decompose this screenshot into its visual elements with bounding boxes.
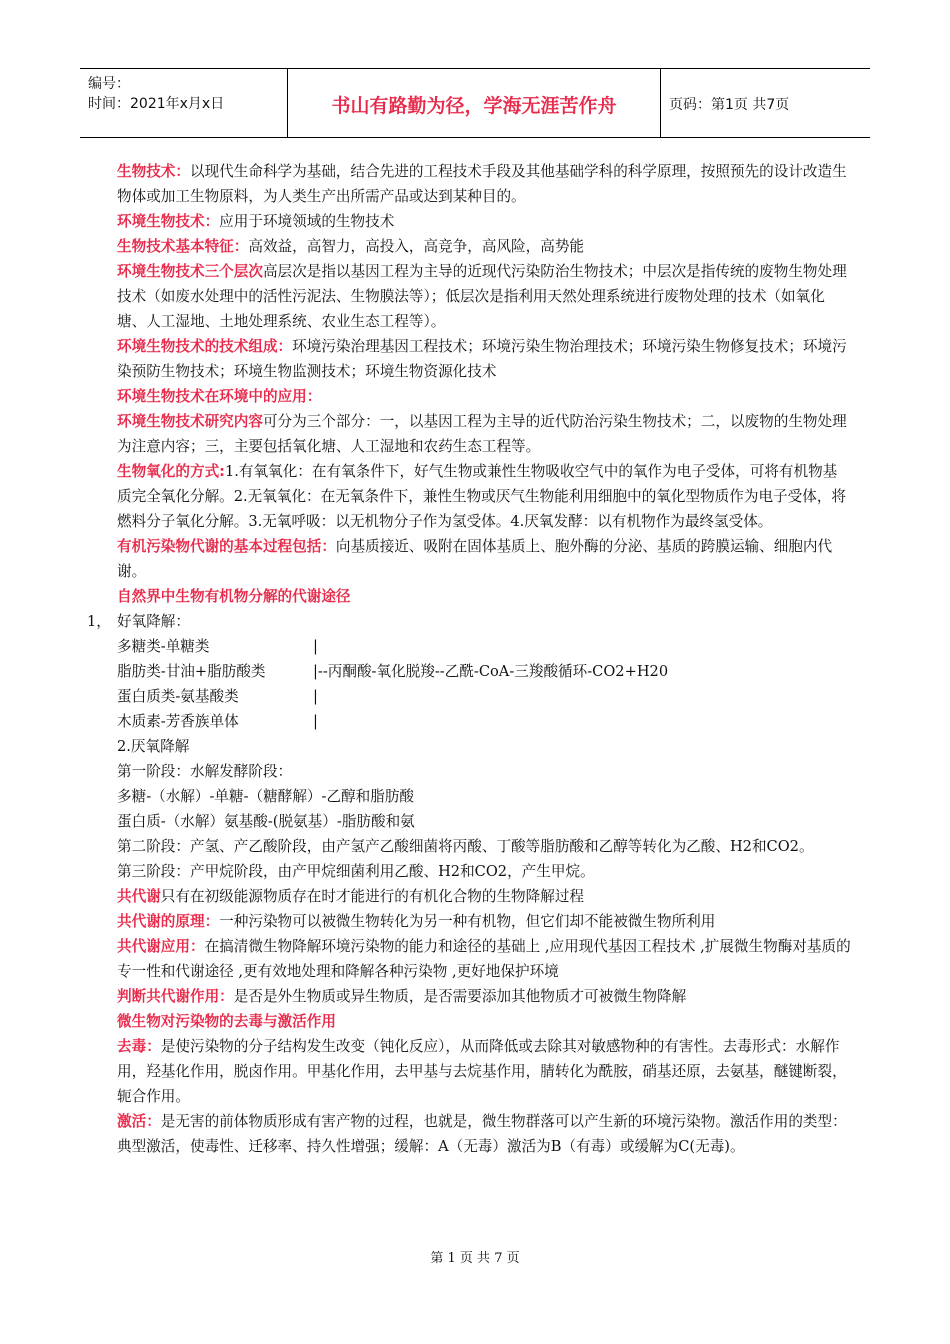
term-definition: 是无害的前体物质形成有害产物的过程，也就是，微生物群落可以产生新的环境污染物。激活作用的类型：典型激活，使毒性、迁移率、持久性增强；缓解：A（无毒）激活为B（有毒）或缓解为C(无毒)。: [117, 1113, 847, 1155]
paragraph: [117, 1109, 851, 1159]
paragraph: [117, 534, 851, 584]
header-table: [80, 68, 870, 138]
aerobic-section: [87, 609, 851, 734]
term-definition: 环境污染治理基因工程技术；环境污染生物治理技术；环境污染生物修复技术；环境污染预防生物技术；环境生物监测技术；环境生物资源化技术: [117, 338, 847, 380]
term-label: 去毒：: [117, 1038, 161, 1055]
pathway-substrate: 多糖类-单糖类: [117, 638, 210, 655]
paragraph: [117, 584, 851, 609]
pathway-substrate: 木质素-芳香族单体: [117, 713, 239, 730]
paragraph: [117, 909, 851, 934]
paragraph: [117, 1009, 851, 1034]
term-label: 环境生物技术研究内容: [117, 413, 263, 430]
term-label: 生物技术：: [117, 163, 190, 180]
term-label: 激活：: [117, 1113, 161, 1130]
term-definition: 向基质接近、吸附在固体基质上、胞外酶的分泌、基质的跨膜运输、细胞内代谢。: [117, 538, 833, 580]
term-label: 自然界中生物有机物分解的代谢途径: [117, 588, 351, 605]
paragraph: [117, 934, 851, 984]
list-number: 1，: [87, 613, 111, 630]
page-info: 页码：第1页 共7页: [669, 97, 790, 113]
pathway-substrate: 蛋白质类-氨基酸类: [117, 688, 239, 705]
term-label: 共代谢应用：: [117, 938, 205, 955]
pathway-row: [117, 659, 851, 684]
pathway-row: [117, 709, 851, 734]
paragraph: [117, 209, 851, 234]
term-definition: 以现代生命科学为基础，结合先进的工程技术手段及其他基础学科的科学原理，按照预先的设计改造生物体或加工生物原料，为人类生产出所需产品或达到某种目的。: [117, 163, 847, 205]
pathway-row: [117, 684, 851, 709]
paragraph: [117, 159, 851, 209]
term-definition: 一种污染物可以被微生物转化为另一种有机物，但它们却不能被微生物所利用: [219, 913, 716, 930]
pathway-product: |: [313, 713, 318, 730]
term-label: 环境生物技术的技术组成：: [117, 338, 293, 355]
anaerobic-line: 第三阶段：产甲烷阶段，由产甲烷细菌利用乙酸、H2和CO2，产生甲烷。: [117, 863, 595, 880]
term-label: 共代谢的原理：: [117, 913, 220, 930]
header-meta-cell: [80, 69, 288, 137]
term-label: 有机污染物代谢的基本过程包括：: [117, 538, 336, 555]
paragraph: [117, 1034, 851, 1109]
term-label: 生物氧化的方式:: [117, 463, 225, 480]
paragraph: [117, 984, 851, 1009]
term-label: 生物技术基本特征：: [117, 238, 249, 255]
header-motto-cell: [288, 69, 661, 137]
paragraph: [117, 459, 851, 534]
pathway-product: |: [313, 638, 318, 655]
term-definition: 高层次是指以基因工程为主导的近现代污染防治生物技术；中层次是指传统的废物生物处理技术（如废水处理中的活性污泥法、生物膜法等）；低层次是指利用天然处理系统进行废物处理的技术（如氧化塘、人工湿地、土地处理系统、农业生态工程等）。: [117, 263, 847, 330]
term-label: 环境生物技术三个层次: [117, 263, 263, 280]
anaerobic-line: 2.厌氧降解: [117, 738, 190, 755]
term-definition: 只有在初级能源物质存在时才能进行的有机化合物的生物降解过程: [160, 888, 585, 905]
anaerobic-line: 第二阶段：产氢、产乙酸阶段，由产氢产乙酸细菌将丙酸、丁酸等脂肪酸和乙醇等转化为乙酸、H2和CO2。: [117, 838, 814, 855]
document-body: [87, 159, 851, 1159]
term-label: 共代谢: [117, 888, 161, 905]
paragraph: [117, 259, 851, 334]
document-time: 时间：2021年x月x日: [88, 96, 225, 112]
paragraph: [117, 884, 851, 909]
term-definition: 是否是外生物质或异生物质，是否需要添加其他物质才可被微生物降解: [233, 988, 687, 1005]
term-definition: 高效益，高智力，高投入，高竞争，高风险，高势能: [248, 238, 585, 255]
term-label: 判断共代谢作用：: [117, 988, 234, 1005]
pathway-substrate: 脂肪类-甘油+脂肪酸类: [117, 663, 266, 680]
document-number: 编号：: [88, 76, 130, 92]
paragraph: [117, 384, 851, 409]
anaerobic-line: 蛋白质-（水解）氨基酸-(脱氨基）-脂肪酸和氨: [117, 813, 415, 830]
paragraph: [117, 334, 851, 384]
term-definition: 是使污染物的分子结构发生改变（钝化反应），从而降低或去除其对敏感物种的有害性。去毒形式：水解作用，羟基化作用，脱卤作用。甲基化作用，去甲基与去烷基作用，腈转化为酰胺，硝基还原，去氨基，醚键断裂，轭合作用。: [117, 1038, 847, 1105]
term-label: 环境生物技术在环境中的应用：: [117, 388, 322, 405]
motto: 书山有路勤为径，学海无涯苦作舟: [331, 95, 617, 117]
paragraph: [117, 234, 851, 259]
pathway-product: |: [313, 688, 318, 705]
anaerobic-line: 多糖-（水解）-单糖-（糖酵解）-乙醇和脂肪酸: [117, 788, 415, 805]
term-definition: 在搞清微生物降解环境污染物的能力和途径的基础上 ,应用现代基因工程技术 ,扩展微生物酶对基质的专一性和代谢途径 ,更有效地处理和降解各种污染物 ,更好地保护环境: [117, 938, 851, 980]
pathway-row: [117, 634, 851, 659]
term-label: 环境生物技术：: [117, 213, 220, 230]
pathway-product: |--丙酮酸-氧化脱羧--乙酰-CoA-三羧酸循环-CO2+H20: [313, 663, 669, 680]
anaerobic-line: 第一阶段：水解发酵阶段：: [117, 763, 293, 780]
aerobic-title: 好氧降解：: [117, 613, 190, 630]
page-footer: 第 1 页 共 7 页: [430, 1251, 520, 1266]
term-definition: 可分为三个部分：一，以基因工程为主导的近代防治污染生物技术；二，以废物的生物处理为注意内容；三，主要包括氧化塘、人工湿地和农药生态工程等。: [117, 413, 847, 455]
term-definition: 1.有氧氧化：在有氧条件下，好气生物或兼性生物吸收空气中的氧作为电子受体，可将有机物基质完全氧化分解。2.无氧氧化：在无氧条件下，兼性生物或厌气生物能利用细胞中的氧化型物质作为电子受体，将燃料分子氧化分解。3.无氧呼吸：以无机物分子作为氢受体。4.厌氧发酵：以有机物作为最终氢受体。: [117, 463, 847, 530]
header-page-cell: [661, 69, 870, 137]
paragraph: [117, 409, 851, 459]
term-definition: 应用于环境领域的生物技术: [219, 213, 395, 230]
term-label: 微生物对污染物的去毒与激活作用: [117, 1013, 336, 1030]
